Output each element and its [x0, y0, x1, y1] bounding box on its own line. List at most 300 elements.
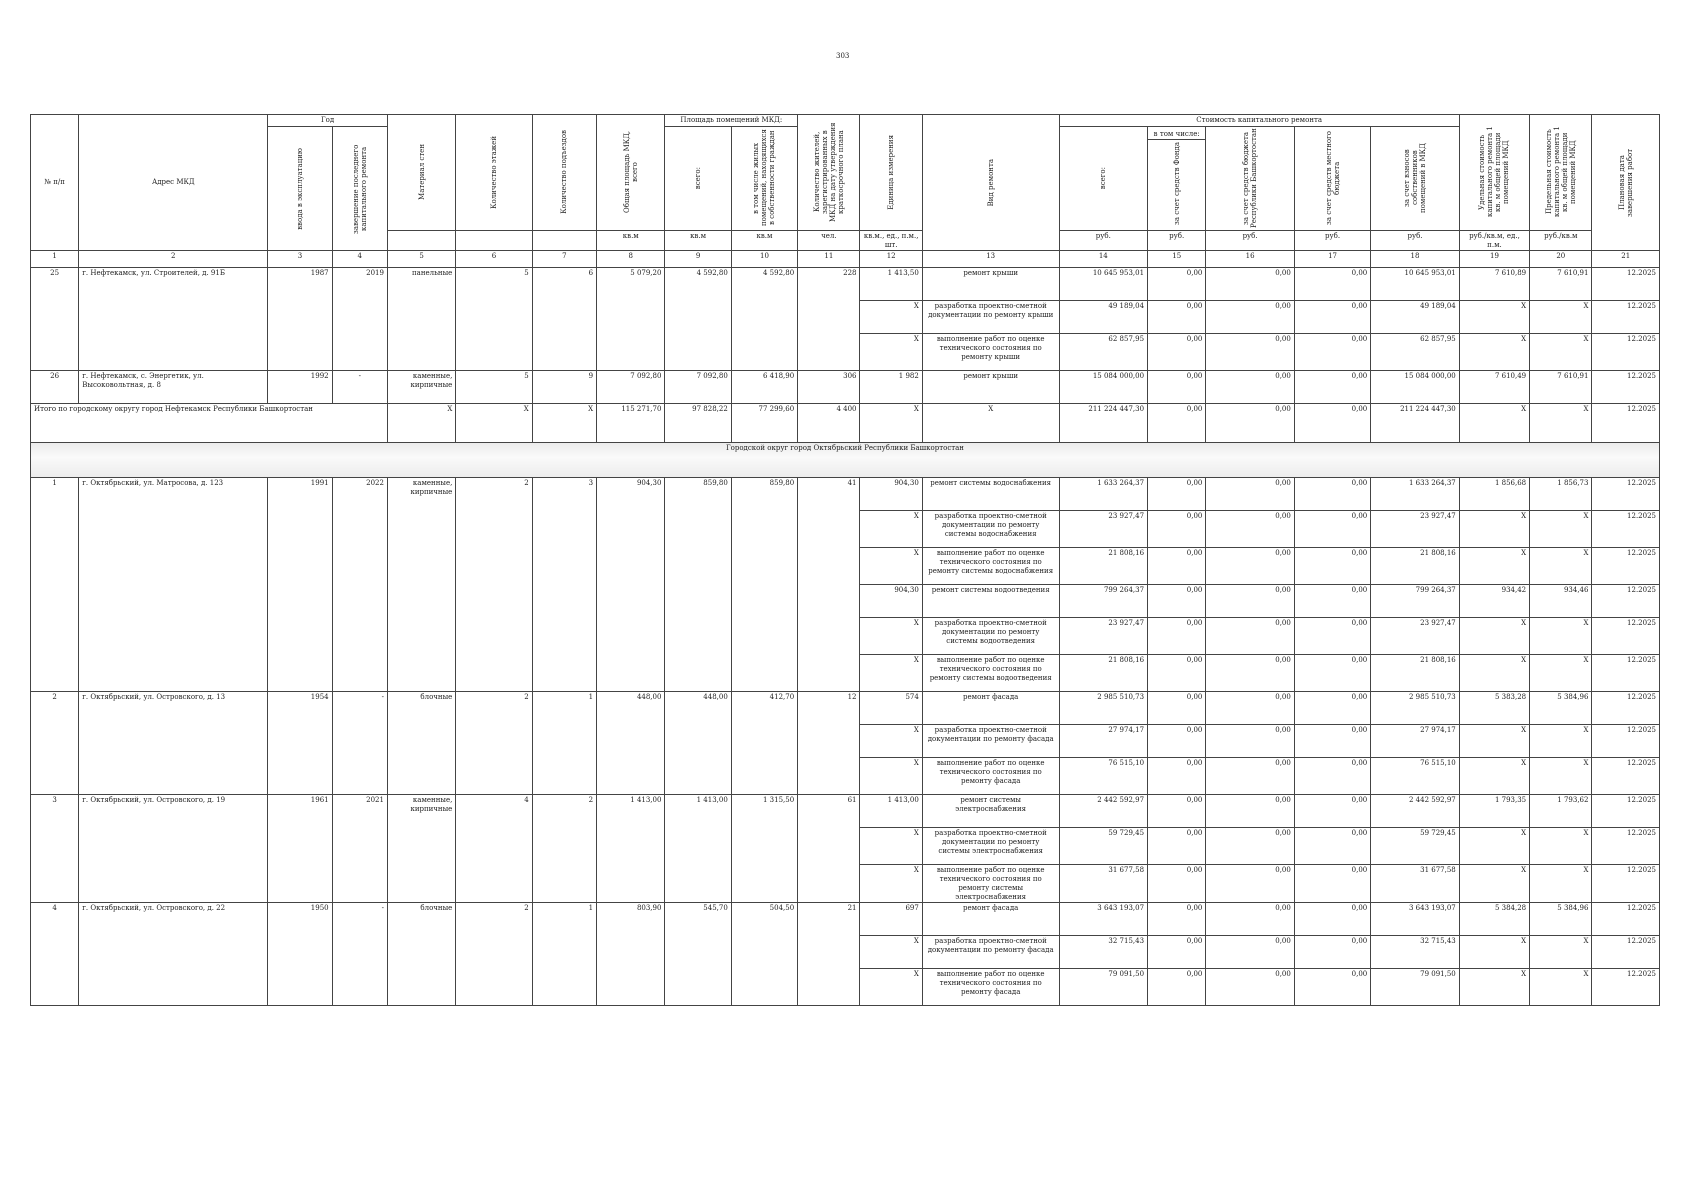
table-cell: 12.2025 [1592, 334, 1660, 371]
table-cell: 0,00 [1294, 865, 1370, 903]
table-cell: 4 [31, 903, 79, 1006]
col-cost-republic: за счет средств бюджета Республики Башкортостан [1206, 126, 1294, 230]
table-cell: 21 808,16 [1371, 655, 1460, 692]
table-cell: - [332, 371, 387, 404]
table-cell: 2 [532, 795, 596, 903]
table-cell: 697 [860, 903, 922, 936]
table-cell: X [1459, 828, 1529, 865]
table-cell: 5 [387, 251, 455, 268]
table-cell: 97 828,22 [665, 404, 731, 443]
table-cell: 1 793,62 [1530, 795, 1592, 828]
table-cell: 5 384,96 [1530, 903, 1592, 936]
table-cell: 306 [798, 371, 860, 404]
table-cell: X [860, 334, 922, 371]
table-cell: 12.2025 [1592, 758, 1660, 795]
table-cell: 23 927,47 [1059, 511, 1147, 548]
section-title: Городской округ город Октябрьский Республики Башкортостан [31, 443, 1660, 478]
col-num: № п/п [31, 115, 79, 251]
table-cell: 1954 [268, 692, 332, 795]
table-cell: 1 856,68 [1459, 478, 1529, 511]
table-cell: 79 091,50 [1371, 969, 1460, 1006]
table-cell: X [1459, 404, 1529, 443]
table-cell: X [1530, 404, 1592, 443]
table-cell: 0,00 [1206, 758, 1294, 795]
table-cell: выполнение работ по оценке технического состояния по ремонту фасада [922, 969, 1059, 1006]
table-cell: 12.2025 [1592, 692, 1660, 725]
table-cell: 0,00 [1294, 478, 1370, 511]
table-cell: 31 677,58 [1371, 865, 1460, 903]
table-cell: X [1459, 725, 1529, 758]
table-cell: 12.2025 [1592, 585, 1660, 618]
table-cell: 448,00 [665, 692, 731, 795]
table-cell: 2 985 510,73 [1059, 692, 1147, 725]
table-cell: ремонт системы водоснабжения [922, 478, 1059, 511]
table-cell: 2 [456, 692, 532, 795]
table-cell: 0,00 [1206, 478, 1294, 511]
table-cell: X [860, 725, 922, 758]
table-cell: 7 610,89 [1459, 268, 1529, 301]
table-cell: X [1530, 969, 1592, 1006]
col-material: Материал стен [387, 115, 455, 231]
table-cell: X [1530, 334, 1592, 371]
col-total-area: Общая площадь МКД, всего [597, 115, 665, 231]
table-cell: 23 927,47 [1059, 618, 1147, 655]
table-cell: 2 442 592,97 [1371, 795, 1460, 828]
table-cell: X [860, 655, 922, 692]
table-cell: г. Октябрьский, ул. Островского, д. 19 [79, 795, 268, 903]
table-cell: 2022 [332, 478, 387, 692]
table-cell: 12.2025 [1592, 828, 1660, 865]
table-cell: г. Октябрьский, ул. Островского, д. 22 [79, 903, 268, 1006]
table-cell: 26 [31, 371, 79, 404]
table-cell: 25 [31, 268, 79, 371]
table-cell: панельные [387, 268, 455, 371]
table-cell: 62 857,95 [1371, 334, 1460, 371]
table-cell: разработка проектно-сметной документации по ремонту крыши [922, 301, 1059, 334]
table-cell: 14 [1059, 251, 1147, 268]
table-cell: - [332, 692, 387, 795]
col-cost-owners: за счет взносов собственников помещений в МКД [1371, 126, 1460, 230]
table-cell: руб. [1148, 230, 1206, 251]
table-cell: 5 384,28 [1459, 903, 1529, 936]
table-cell: 1950 [268, 903, 332, 1006]
table-cell: 0,00 [1294, 548, 1370, 585]
table-cell: 0,00 [1294, 655, 1370, 692]
table-cell: кв.м [597, 230, 665, 251]
table-cell: выполнение работ по оценке технического состояния по ремонту крыши [922, 334, 1059, 371]
table-cell: 4 400 [798, 404, 860, 443]
table-cell: 12.2025 [1592, 903, 1660, 936]
table-cell: 6 418,90 [731, 371, 797, 404]
table-cell: 6 [456, 251, 532, 268]
table-row [31, 692, 1660, 725]
table-cell: 0,00 [1206, 548, 1294, 585]
table-cell: г. Нефтекамск, ул. Строителей, д. 91Б [79, 268, 268, 371]
table-cell: 0,00 [1148, 969, 1206, 1006]
table-cell: 0,00 [1294, 585, 1370, 618]
table-cell: ремонт системы электроснабжения [922, 795, 1059, 828]
table-cell: 0,00 [1206, 795, 1294, 828]
table-cell: 0,00 [1294, 618, 1370, 655]
table-cell: X [922, 404, 1059, 443]
table-cell: 2 [456, 903, 532, 1006]
table-cell: руб. [1294, 230, 1370, 251]
table-cell: 15 [1148, 251, 1206, 268]
table-cell: выполнение работ по оценке технического состояния по ремонту системы водоснабжения [922, 548, 1059, 585]
table-cell: 59 729,45 [1059, 828, 1147, 865]
table-cell: 0,00 [1206, 936, 1294, 969]
table-cell: руб. [1059, 230, 1147, 251]
table-cell: X [532, 404, 596, 443]
table-cell: разработка проектно-сметной документации по ремонту фасада [922, 936, 1059, 969]
table-cell: 1 793,35 [1459, 795, 1529, 828]
table-cell: 1 413,00 [597, 795, 665, 903]
table-cell: каменные, кирпичные [387, 478, 455, 692]
table-cell: 0,00 [1294, 969, 1370, 1006]
col-cost-total: всего: [1059, 126, 1147, 230]
table-cell: 5 [456, 371, 532, 404]
table-cell: X [1459, 334, 1529, 371]
table-cell: 21 808,16 [1059, 548, 1147, 585]
table-cell: 4 [332, 251, 387, 268]
table-cell: разработка проектно-сметной документации по ремонту фасада [922, 725, 1059, 758]
col-entrances: Количество подъездов [532, 115, 596, 231]
table-cell: 7 610,49 [1459, 371, 1529, 404]
table-cell: 2 [79, 251, 268, 268]
table-cell: 1 315,50 [731, 795, 797, 903]
table-cell: кв.м [665, 230, 731, 251]
table-cell: 12.2025 [1592, 371, 1660, 404]
table-cell: 12.2025 [1592, 969, 1660, 1006]
table-cell: X [860, 404, 922, 443]
table-cell: 859,80 [731, 478, 797, 692]
table-cell: 5 383,28 [1459, 692, 1529, 725]
table-cell: - [332, 903, 387, 1006]
col-cost-local: за счет средств местного бюджета [1294, 126, 1370, 230]
table-cell: 0,00 [1294, 692, 1370, 725]
table-cell: X [1459, 969, 1529, 1006]
table-cell: блочные [387, 692, 455, 795]
table-cell: ремонт крыши [922, 268, 1059, 301]
table-cell: 12.2025 [1592, 548, 1660, 585]
table-cell: 6 [532, 268, 596, 371]
table-cell: 934,42 [1459, 585, 1529, 618]
table-cell: 12.2025 [1592, 404, 1660, 443]
table-cell: 32 715,43 [1059, 936, 1147, 969]
table-cell: X [1530, 725, 1592, 758]
table-cell: 10 645 953,01 [1059, 268, 1147, 301]
table-cell: 17 [1294, 251, 1370, 268]
table-cell: X [860, 828, 922, 865]
table-cell: 1 413,00 [860, 795, 922, 828]
table-cell: ремонт крыши [922, 371, 1059, 404]
table-cell: 5 079,20 [597, 268, 665, 371]
table-cell: 115 271,70 [597, 404, 665, 443]
table-cell: 7 610,91 [1530, 268, 1592, 301]
table-cell: 0,00 [1294, 725, 1370, 758]
table-cell: ремонт фасада [922, 692, 1059, 725]
table-cell: 1992 [268, 371, 332, 404]
table-cell: 0,00 [1206, 655, 1294, 692]
table-cell: X [860, 969, 922, 1006]
table-cell: выполнение работ по оценке технического состояния по ремонту фасада [922, 758, 1059, 795]
table-cell: 0,00 [1294, 511, 1370, 548]
col-year-group: Год [268, 115, 388, 127]
table-cell: 4 [456, 795, 532, 903]
table-cell: X [860, 301, 922, 334]
col-unit-measure: Единица измерения [860, 115, 922, 231]
table-cell: X [1530, 828, 1592, 865]
table-cell: 1 [532, 903, 596, 1006]
table-cell: X [860, 936, 922, 969]
table-cell: 1 982 [860, 371, 922, 404]
table-cell: 0,00 [1148, 865, 1206, 903]
table-cell: 1 633 264,37 [1371, 478, 1460, 511]
table-cell: X [860, 511, 922, 548]
total-row [31, 404, 1660, 443]
table-cell: 0,00 [1148, 655, 1206, 692]
table-cell: 0,00 [1148, 478, 1206, 511]
table-cell: 0,00 [1206, 585, 1294, 618]
table-cell: 8 [597, 251, 665, 268]
table-cell: 76 515,10 [1371, 758, 1460, 795]
table-cell: X [1459, 511, 1529, 548]
table-cell: 0,00 [1148, 301, 1206, 334]
table-cell: 0,00 [1294, 936, 1370, 969]
table-cell: X [1530, 758, 1592, 795]
table-cell: выполнение работ по оценке технического состояния по ремонту системы электроснабжения [922, 865, 1059, 903]
table-cell: г. Нефтекамск, с. Энергетик, ул. Высоковольтная, д. 8 [79, 371, 268, 404]
table-cell: 859,80 [665, 478, 731, 692]
table-cell [456, 230, 532, 251]
table-cell: 2 442 592,97 [1059, 795, 1147, 828]
table-cell: 21 808,16 [1059, 655, 1147, 692]
table-cell: 0,00 [1148, 936, 1206, 969]
table-cell: каменные, кирпичные [387, 371, 455, 404]
table-cell: разработка проектно-сметной документации по ремонту системы водоотведения [922, 618, 1059, 655]
table-cell: 15 084 000,00 [1371, 371, 1460, 404]
table-cell: X [456, 404, 532, 443]
section-header-row [31, 443, 1660, 478]
header-row-1 [31, 115, 1660, 127]
table-cell: 61 [798, 795, 860, 903]
table-cell: 0,00 [1148, 725, 1206, 758]
table-cell: г. Октябрьский, ул. Островского, д. 13 [79, 692, 268, 795]
table-cell [532, 230, 596, 251]
table-cell: 15 084 000,00 [1059, 371, 1147, 404]
table-row [31, 795, 1660, 828]
table-cell: 904,30 [860, 585, 922, 618]
table-cell: 1 413,50 [860, 268, 922, 301]
table-cell: 3 [31, 795, 79, 903]
table-cell: 211 224 447,30 [1059, 404, 1147, 443]
table-cell: 12 [860, 251, 922, 268]
table-cell: 0,00 [1206, 903, 1294, 936]
table-row [31, 268, 1660, 301]
table-cell: каменные, кирпичные [387, 795, 455, 903]
table-cell: X [860, 865, 922, 903]
table-cell: 0,00 [1206, 828, 1294, 865]
col-year-last: завершение последнего капитального ремонта [332, 126, 387, 251]
table-cell: 2 [31, 692, 79, 795]
table-cell: 0,00 [1148, 795, 1206, 828]
table-cell: 10 645 953,01 [1371, 268, 1460, 301]
table-cell: 12.2025 [1592, 268, 1660, 301]
table-cell: кв.м [731, 230, 797, 251]
table-cell: 0,00 [1148, 548, 1206, 585]
table-cell: 0,00 [1294, 301, 1370, 334]
table-cell: чел. [798, 230, 860, 251]
table-cell: 0,00 [1206, 692, 1294, 725]
table-cell: 1961 [268, 795, 332, 903]
table-cell: 803,90 [597, 903, 665, 1006]
table-cell: 228 [798, 268, 860, 371]
table-cell: 0,00 [1294, 268, 1370, 301]
table-cell: 12.2025 [1592, 511, 1660, 548]
table-cell: 0,00 [1148, 404, 1206, 443]
table-cell: X [860, 548, 922, 585]
table-cell: 0,00 [1294, 334, 1370, 371]
col-residents: Количество жителей, зарегистрированных в МКД на дату утверждения краткосрочного плана [798, 115, 860, 231]
table-cell: Итого по городскому округу город Нефтекамск Республики Башкортостан [31, 404, 388, 443]
table-cell: 12.2025 [1592, 865, 1660, 903]
table-cell: 0,00 [1294, 404, 1370, 443]
table-cell: 7 [532, 251, 596, 268]
table-cell: 0,00 [1206, 969, 1294, 1006]
table-cell: 1987 [268, 268, 332, 371]
table-cell: X [1459, 548, 1529, 585]
table-cell: 0,00 [1206, 511, 1294, 548]
table-cell: 5 [456, 268, 532, 371]
col-planned-date: Плановая дата завершения работ [1592, 115, 1660, 251]
table-cell: 0,00 [1206, 334, 1294, 371]
table-cell: 211 224 447,30 [1371, 404, 1460, 443]
table-cell: 1 633 264,37 [1059, 478, 1147, 511]
table-cell: 49 189,04 [1371, 301, 1460, 334]
table-cell: 3 [268, 251, 332, 268]
table-cell: 5 384,96 [1530, 692, 1592, 725]
table-cell: блочные [387, 903, 455, 1006]
col-premises-res: в том числе жилых помещений, находящихся в собственности граждан [731, 126, 797, 230]
table-cell: 21 [1592, 251, 1660, 268]
table-cell: 31 677,58 [1059, 865, 1147, 903]
table-cell: 0,00 [1206, 268, 1294, 301]
table-cell: X [1459, 758, 1529, 795]
table-cell: 4 592,80 [731, 268, 797, 371]
table-cell: 799 264,37 [1059, 585, 1147, 618]
page-number: 303 [836, 52, 850, 60]
table-cell: X [1530, 511, 1592, 548]
table-cell: 0,00 [1206, 404, 1294, 443]
table-cell: 0,00 [1206, 618, 1294, 655]
col-cost-group: Стоимость капитального ремонта [1059, 115, 1459, 127]
table-cell: 799 264,37 [1371, 585, 1460, 618]
table-row [31, 371, 1660, 404]
table-cell: X [387, 404, 455, 443]
table-cell: X [1530, 936, 1592, 969]
table-cell: 7 092,80 [665, 371, 731, 404]
table-cell: 0,00 [1294, 903, 1370, 936]
col-premises-total: всего: [665, 126, 731, 230]
table-row [31, 478, 1660, 511]
table-cell: 1 [31, 251, 79, 268]
table-cell: руб. [1206, 230, 1294, 251]
table-cell: X [1459, 301, 1529, 334]
table-cell: 12.2025 [1592, 936, 1660, 969]
table-cell: X [1459, 655, 1529, 692]
table-cell: 0,00 [1294, 758, 1370, 795]
table-cell: ремонт системы водоотведения [922, 585, 1059, 618]
table-cell: 934,46 [1530, 585, 1592, 618]
table-cell: руб./кв.м, ед., п.м. [1459, 230, 1529, 251]
table-cell: 3 [532, 478, 596, 692]
table-cell: X [1530, 655, 1592, 692]
table-cell: 904,30 [597, 478, 665, 692]
table-cell: 21 [798, 903, 860, 1006]
table-cell: 0,00 [1148, 334, 1206, 371]
table-cell: 574 [860, 692, 922, 725]
table-cell: 0,00 [1148, 758, 1206, 795]
table-cell: 59 729,45 [1371, 828, 1460, 865]
table-cell: 3 643 193,07 [1371, 903, 1460, 936]
table-cell: X [1530, 865, 1592, 903]
col-cost-fund: в том числе: за счет средств Фонда [1148, 126, 1206, 230]
table-cell: 0,00 [1148, 828, 1206, 865]
table-cell: X [1530, 618, 1592, 655]
table-cell: 18 [1371, 251, 1460, 268]
table-cell: X [1459, 865, 1529, 903]
table-cell: 7 610,91 [1530, 371, 1592, 404]
col-premises-group: Площадь помещений МКД: [665, 115, 798, 127]
table-cell: 7 092,80 [597, 371, 665, 404]
col-year-commission: ввода в эксплуатацию [268, 126, 332, 251]
table-cell: 79 091,50 [1059, 969, 1147, 1006]
table-cell: X [1530, 548, 1592, 585]
table-cell: 27 974,17 [1059, 725, 1147, 758]
table-cell: 10 [731, 251, 797, 268]
table-cell: 1 856,73 [1530, 478, 1592, 511]
table-cell: 2 [456, 478, 532, 692]
table-cell: 0,00 [1148, 692, 1206, 725]
table-cell: 76 515,10 [1059, 758, 1147, 795]
table-cell: X [1459, 618, 1529, 655]
table-cell: X [1530, 301, 1592, 334]
table-cell: 412,70 [731, 692, 797, 795]
table-cell: 1 [532, 692, 596, 795]
table-cell: X [860, 758, 922, 795]
col-floors: Количество этажей [456, 115, 532, 231]
table-cell: разработка проектно-сметной документации по ремонту системы водоснабжения [922, 511, 1059, 548]
table-cell: 0,00 [1294, 795, 1370, 828]
table-cell: выполнение работ по оценке технического состояния по ремонту системы водоотведения [922, 655, 1059, 692]
table-cell: 504,50 [731, 903, 797, 1006]
table-cell: 12.2025 [1592, 301, 1660, 334]
table-cell: ремонт фасада [922, 903, 1059, 936]
table-cell: 16 [1206, 251, 1294, 268]
table-cell: 9 [665, 251, 731, 268]
table-cell: 21 808,16 [1371, 548, 1460, 585]
col-address: Адрес МКД [79, 115, 268, 251]
table-cell: 0,00 [1148, 371, 1206, 404]
table-cell [387, 230, 455, 251]
table-cell: 0,00 [1148, 511, 1206, 548]
table-cell: 13 [922, 251, 1059, 268]
table-cell: 0,00 [1148, 903, 1206, 936]
table-cell: 0,00 [1206, 301, 1294, 334]
table-cell: 9 [532, 371, 596, 404]
table-cell: 11 [798, 251, 860, 268]
table-cell: 0,00 [1148, 618, 1206, 655]
